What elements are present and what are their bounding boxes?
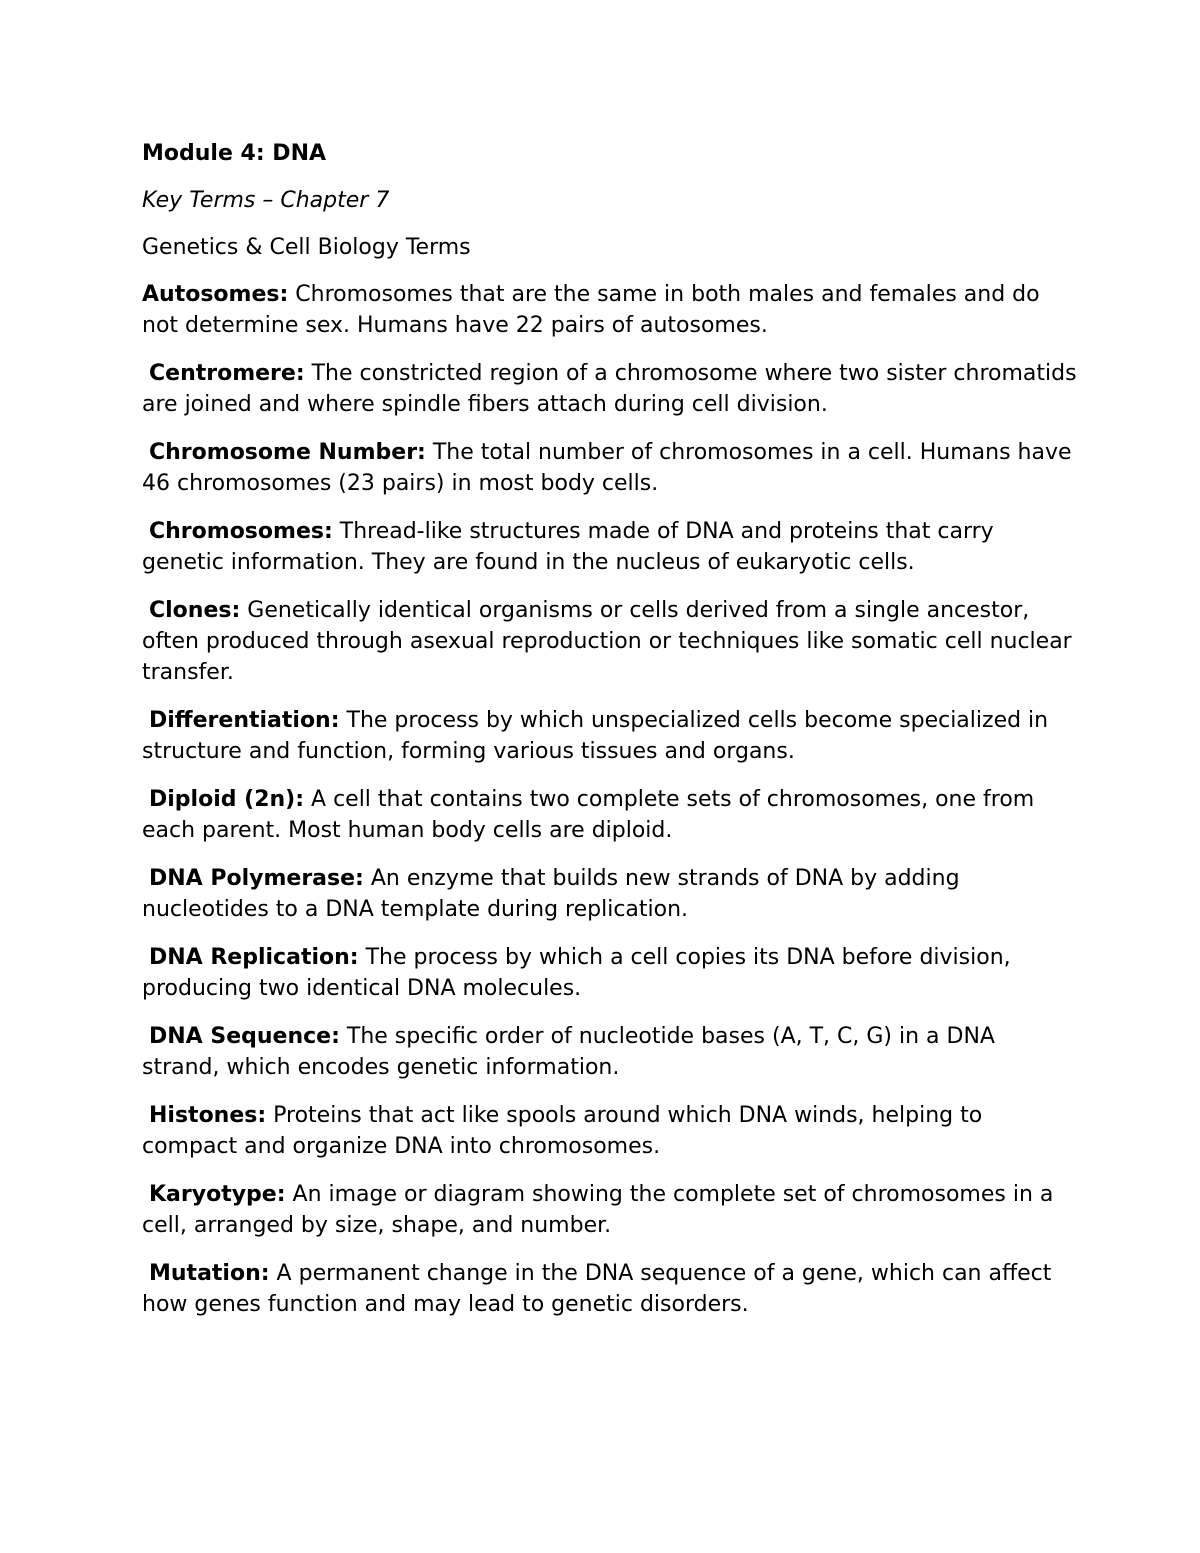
term-definition: The process by which a cell copies its DNA before division, producing two identical DNA molecules. <box>142 945 1011 1001</box>
term-name: DNA Replication: <box>149 945 359 970</box>
term-name: DNA Polymerase: <box>149 866 364 891</box>
term-definition: The constricted region of a chromosome where two sister chromatids are joined and where spindle fibers attach during cell division. <box>142 361 1077 417</box>
term-entry <box>142 1100 1077 1162</box>
term-entry <box>142 279 1077 341</box>
term-definition: Thread-like structures made of DNA and proteins that carry genetic information. They are found in the nucleus of eukaryotic cells. <box>142 519 994 575</box>
term-entry <box>142 1179 1077 1241</box>
term-name: Autosomes: <box>142 282 289 307</box>
term-entry <box>142 1258 1077 1320</box>
term-definition: Genetically identical organisms or cells derived from a single ancestor, often produced through asexual reproduction or techniques like somatic cell nuclear transfer. <box>142 598 1072 685</box>
document-page <box>142 138 1077 1337</box>
term-name: Histones: <box>149 1103 267 1128</box>
term-definition: A cell that contains two complete sets of chromosomes, one from each parent. Most human body cells are diploid. <box>142 787 1035 843</box>
term-entry <box>142 516 1077 578</box>
term-name: Mutation: <box>149 1261 270 1286</box>
term-definition: An image or diagram showing the complete set of chromosomes in a cell, arranged by size, shape, and number. <box>142 1182 1054 1238</box>
term-definition: The total number of chromosomes in a cell. Humans have 46 chromosomes (23 pairs) in most body cells. <box>142 440 1072 496</box>
term-entry <box>142 358 1077 420</box>
term-name: Centromere: <box>149 361 305 386</box>
term-entry <box>142 705 1077 767</box>
term-name: DNA Sequence: <box>149 1024 340 1049</box>
section-heading: Genetics & Cell Biology Terms <box>142 235 471 260</box>
term-definition: An enzyme that builds new strands of DNA by adding nucleotides to a DNA template during replication. <box>142 866 960 922</box>
term-name: Clones: <box>149 598 241 623</box>
term-name: Chromosome Number: <box>149 440 426 465</box>
term-name: Karyotype: <box>149 1182 286 1207</box>
term-definition: The process by which unspecialized cells become specialized in structure and function, forming various tissues and organs. <box>142 708 1049 764</box>
term-definition: Chromosomes that are the same in both males and females and do not determine sex. Humans have 22 pairs of autosomes. <box>142 282 1040 338</box>
term-definition: A permanent change in the DNA sequence of a gene, which can affect how genes function and may lead to genetic disorders. <box>142 1261 1052 1317</box>
term-entry <box>142 1021 1077 1083</box>
term-entry <box>142 942 1077 1004</box>
document-title: Module 4: DNA <box>142 141 327 166</box>
term-name: Chromosomes: <box>149 519 333 544</box>
term-entry <box>142 784 1077 846</box>
term-entry <box>142 437 1077 499</box>
document-subtitle: Key Terms – Chapter 7 <box>142 188 390 213</box>
term-entry <box>142 595 1077 688</box>
term-definition: The specific order of nucleotide bases (A, T, C, G) in a DNA strand, which encodes genetic information. <box>142 1024 995 1080</box>
term-name: Differentiation: <box>149 708 340 733</box>
term-definition: Proteins that act like spools around which DNA winds, helping to compact and organize DNA into chromosomes. <box>142 1103 983 1159</box>
term-name: Diploid (2n): <box>149 787 305 812</box>
term-entry <box>142 863 1077 925</box>
